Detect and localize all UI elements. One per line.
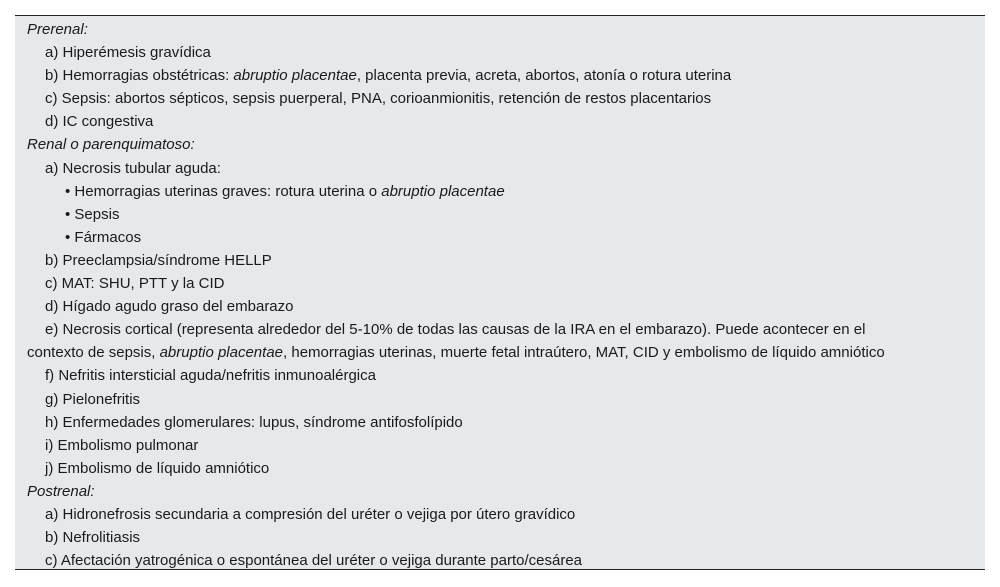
list-item [15,249,985,272]
italic-text: abruptio placentae [233,67,357,85]
list-item [15,434,985,457]
list-item [15,272,985,295]
italic-text: Prerenal: [27,21,88,38]
text: • Hemorragias uterinas graves: rotura uterina o [65,182,382,200]
text: c) Afectación yatrogénica o espontánea del uréter o vejiga durante parto/cesárea [45,552,583,570]
text: g) Pielonefritis [45,390,141,408]
list-item [15,64,985,87]
text: a) Hidronefrosis secundaria a compresión del uréter o vejiga por útero gravídico [45,505,576,523]
text: c) Sepsis: abortos sépticos, sepsis puerperal, PNA, corioanmionitis, retención de restos placentarios [45,90,712,108]
list-item [15,411,985,434]
italic-text: Renal o parenquimatoso: [27,136,195,154]
list-item [15,87,985,110]
section-heading [15,133,985,156]
table-panel [15,15,985,570]
text: c) MAT: SHU, PTT y la CID [45,275,225,293]
list-item [15,318,985,364]
italic-text: abruptio placentae [159,344,284,362]
text: a) Necrosis tubular aguda: [45,159,221,177]
list-item [15,180,985,203]
section-heading [15,480,985,503]
list-item [15,295,985,318]
italic-text: Postrenal: [27,482,95,500]
list-item [15,226,985,249]
list-item [15,503,985,526]
text: d) Hígado agudo graso del embarazo [45,298,294,316]
text: b) Nefrolitiasis [45,529,141,547]
list-item [15,203,985,226]
list-item [15,388,985,411]
list-item [15,364,985,387]
text: , hemorragias uterinas, muerte fetal intraútero, MAT, CID y embolismo de líquido amniótico [283,344,885,362]
text: a) Hiperémesis gravídica [45,44,211,62]
text: h) Enfermedades glomerulares: lupus, síndrome antifosfolípido [45,413,463,431]
list-item [15,549,985,572]
text: • Fármacos [65,228,142,246]
text: b) Preeclampsia/síndrome HELLP [45,251,272,269]
text: • Sepsis [65,205,120,223]
text: b) Hemorragias obstétricas: [45,67,234,85]
text: i) Embolismo pulmonar [45,436,199,454]
list-item [15,41,985,64]
list-item [15,457,985,480]
list-item [15,110,985,133]
list-item [15,526,985,549]
italic-text: abruptio placentae [381,182,505,200]
text: j) Embolismo de líquido amniótico [45,459,270,477]
list-item [15,157,985,180]
section-heading [15,18,985,41]
text: f) Nefritis intersticial aguda/nefritis inmunoalérgica [45,367,376,385]
text: e) Necrosis cortical (representa alrededor del 5-10% de todas las causas de la IRA en el embarazo). Puede acontecer en el contexto de sepsis, [27,321,866,362]
text: d) IC congestiva [45,113,154,131]
text: , placenta previa, acreta, abortos, atonía o rotura uterina [356,67,732,85]
